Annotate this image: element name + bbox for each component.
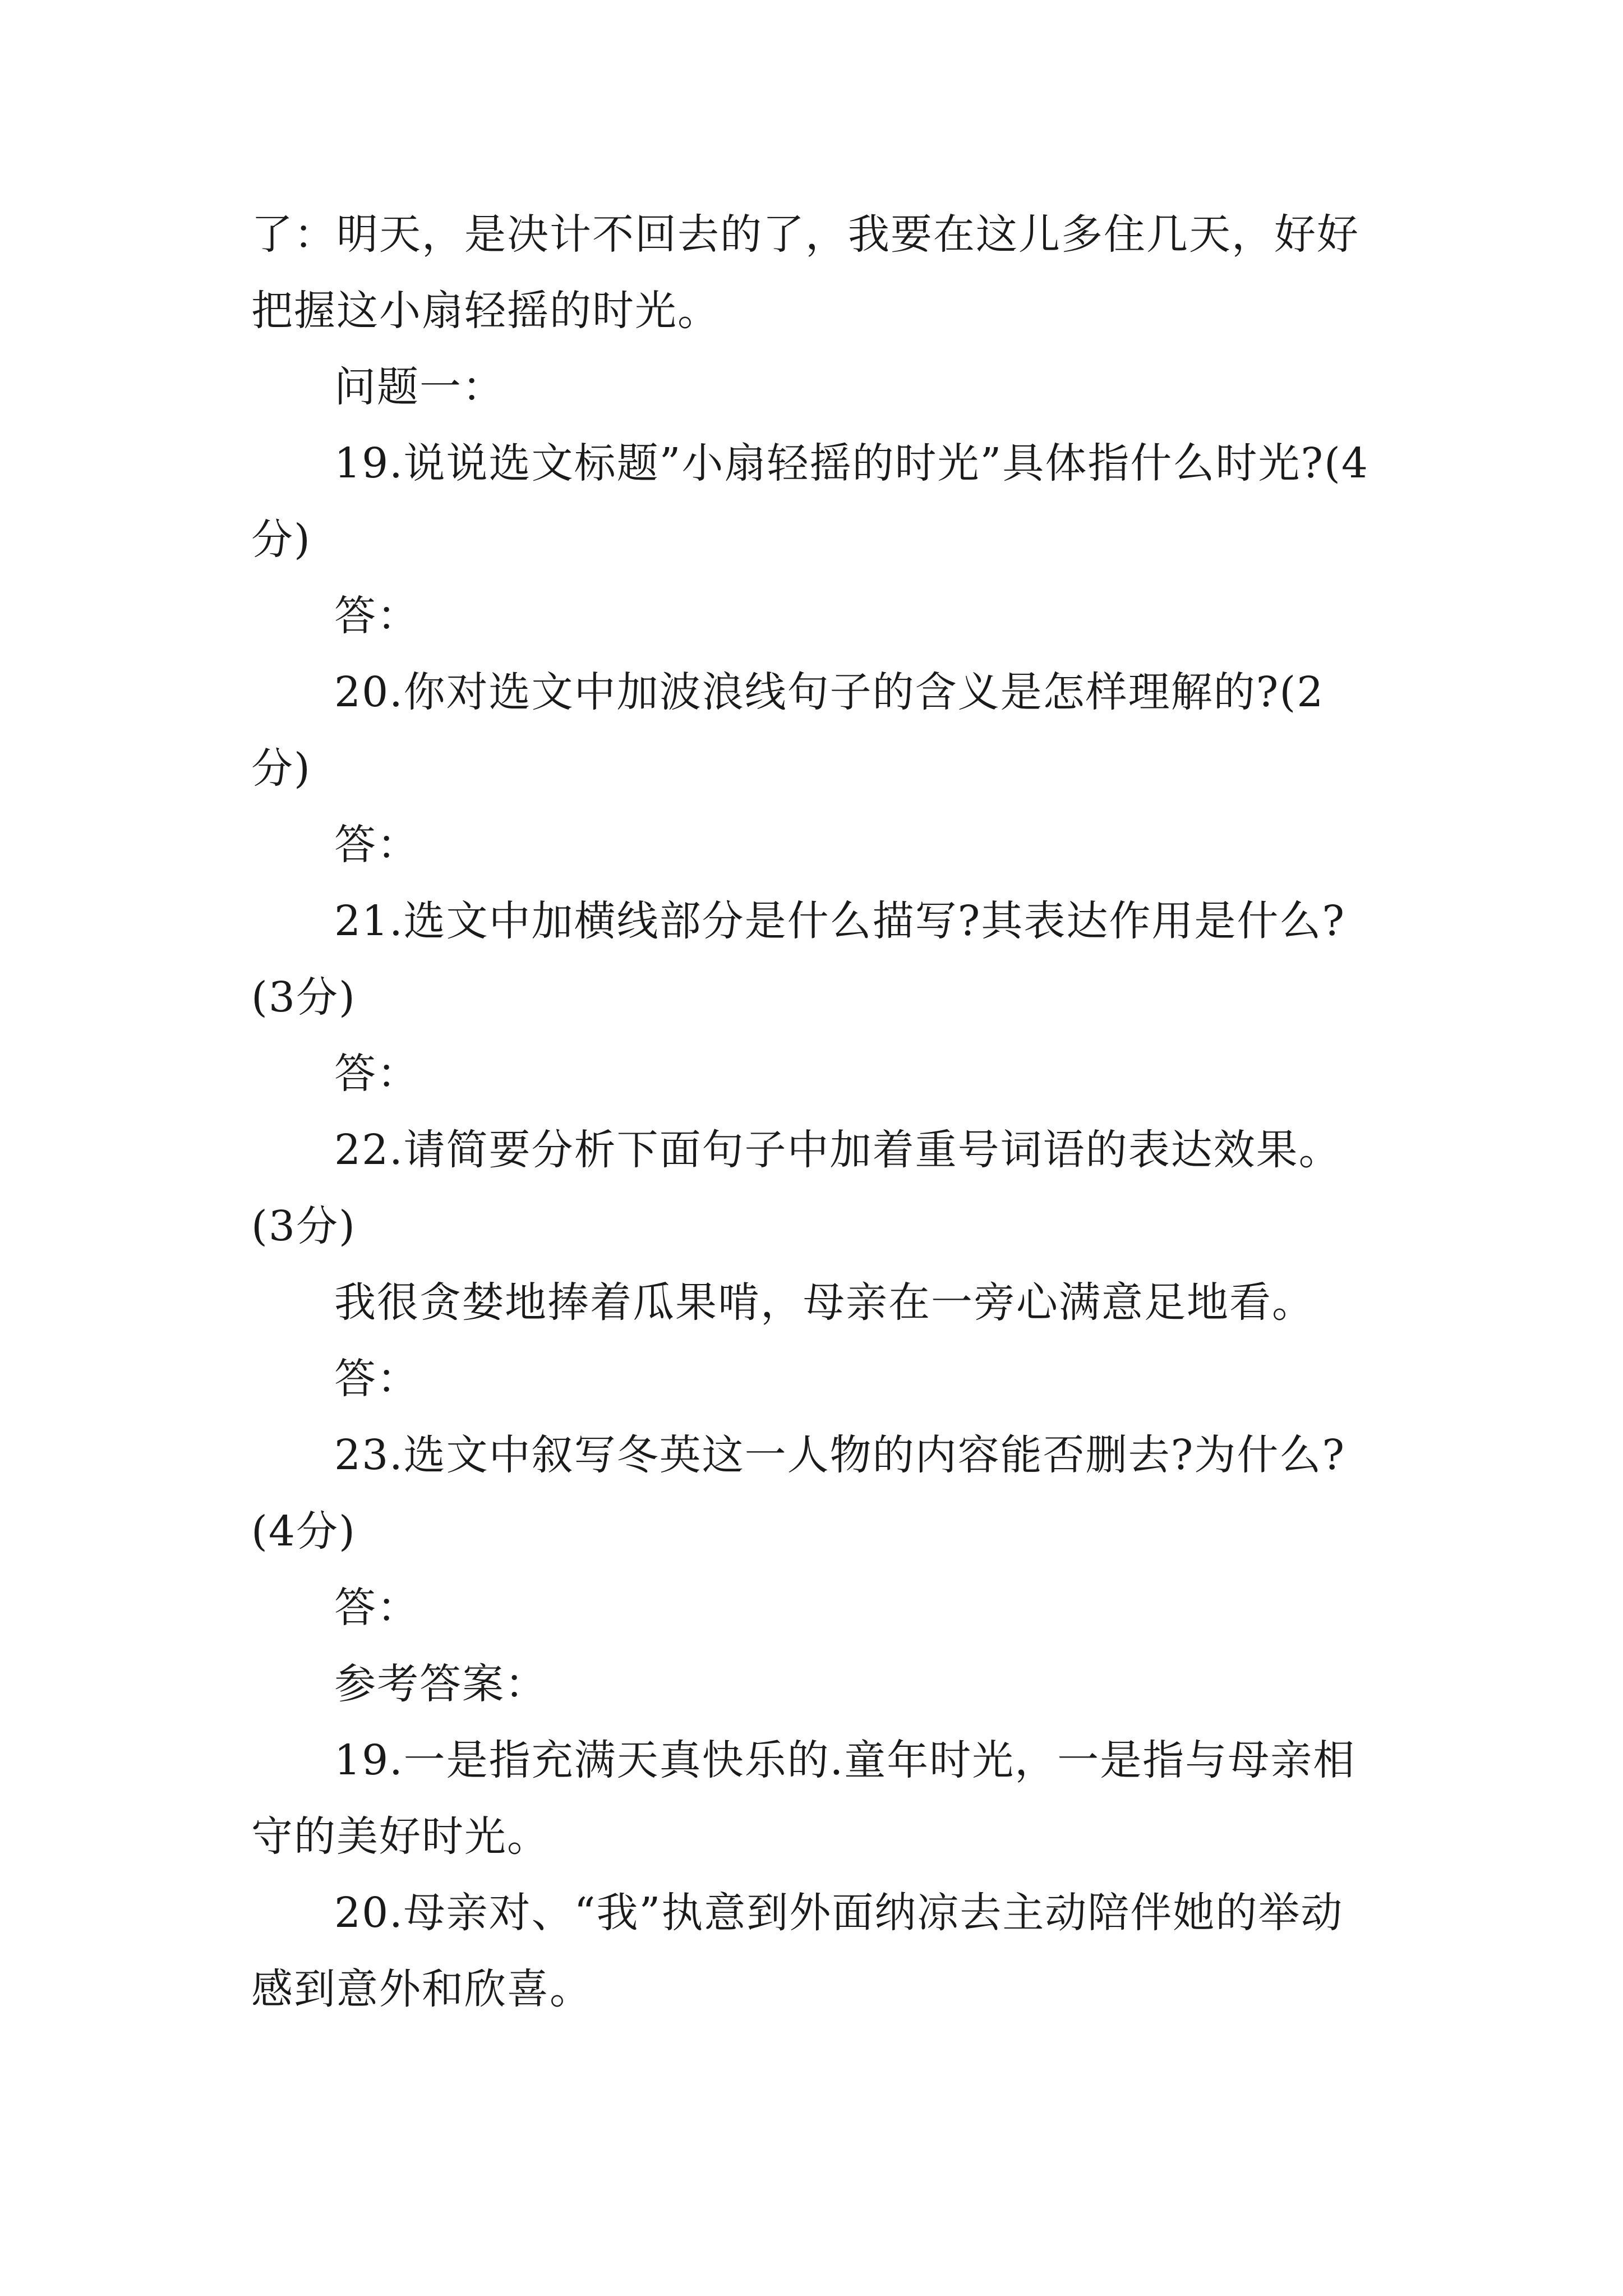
question-19: 19.说说选文标题”小扇轻摇的时光”具体指什么时光?(4分) [251, 439, 1369, 564]
question-21: 21.选文中加横线部分是什么描写?其表达作用是什么?(3分) [251, 897, 1346, 1022]
document-body [251, 196, 1384, 2027]
answer-label-20: 答： [334, 821, 419, 869]
section-heading-questions: 问题一： [334, 363, 505, 411]
answer-label-22: 答： [334, 1355, 419, 1403]
answer-19: 19.一是指充满天真快乐的.童年时光，一是指与母亲相守的美好时光。 [251, 1736, 1356, 1861]
question-22-sentence: 我很贪婪地捧着瓜果啃，母亲在一旁心满意足地看。 [334, 1278, 1315, 1327]
answer-20: 20.母亲对、“我”执意到外面纳凉去主动陪伴她的举动感到意外和欣喜。 [251, 1889, 1344, 2013]
question-23: 23.选文中叙写冬英这一人物的内容能否删去?为什么?(4分) [251, 1431, 1346, 1556]
question-22: 22.请简要分析下面句子中加着重号词语的表达效果。(3分) [251, 1126, 1341, 1250]
section-heading-answers: 参考答案： [334, 1660, 547, 1708]
question-20: 20.你对选文中加波浪线句子的含义是怎样理解的?(2分) [251, 668, 1325, 793]
answer-label-21: 答： [334, 1050, 419, 1098]
answer-label-19: 答： [334, 592, 419, 640]
continued-paragraph: 了：明天，是决计不回去的了，我要在这儿多住几天，好好把握这小扇轻摇的时光。 [251, 210, 1359, 335]
answer-label-23: 答： [334, 1584, 419, 1632]
